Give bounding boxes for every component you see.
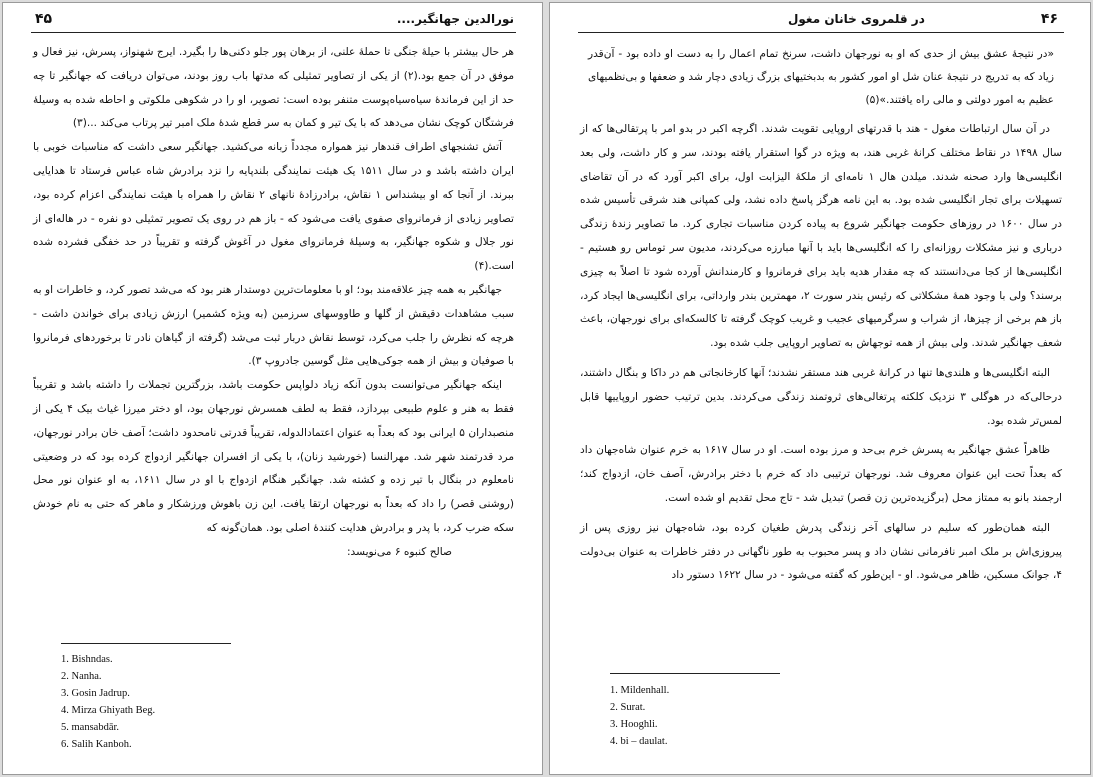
right-block-quote: «در نتیجهٔ عشق بیش از حدی که او به نورجهان داشت، سرنخ تمام اعمال را به دست او داده بود - آن‌قدر زیاد که به تدریج در نتیجهٔ عنان شل او امور کشور به بدبختیهای بزرگ زیادی دچار شد و ضعفها و بی‌نظمیهای عظیم به امور دولتی و مالی راه یافتند.»(۵) [588,48,1054,106]
footnote-item: 6. Salih Kanboh. [61,739,132,750]
footnote-item: 3. Hooghli. [610,719,658,730]
left-paragraph-3: جهانگیر به همه چیز علاقه‌مند بود؛ او با معلومات‌ترین دوستدار هنر بود که می‌شد تصور کرد، و خاطرات او به سبب مشاهدات دقیقش از گلها و طاووسهای سرزمین (به ویژه کشمیر) ارزش زیادی برای خواندن داشت - هرچه که نظرش را جلب می‌کرد، توسط نقاش دربار ثبت می‌شد (گرفته از گیاهان نادر تا برخوردهای فرمانروا با صوفیان و بیش از همه جوکی‌هایی مثل گوسین جادروپ ۳). [33,283,514,368]
footnote-item: 3. Gosin Jadrup. [61,688,130,699]
left-page-body [33,41,514,565]
right-paragraph-2: البته انگلیسی‌ها و هلندی‌ها تنها در کرانهٔ غربی هند مستقر نشدند؛ آنها کارخانجاتی هم در داکا و بنگال داشتند، درحالی‌که در هوگلی ۳ نزدیک کلکته پرتغالی‌های ثروتمند زندگی می‌کردند. بدین ترتیب حضور اروپاییها قابل لمس‌تر شده بود. [580,366,1062,427]
footnote-item: 2. Nanha. [61,671,102,682]
footnote-item: 5. mansabdār. [61,722,120,733]
footnote-item: 1. Mildenhall. [610,685,670,696]
left-page-number: ۴۵ [35,11,53,27]
left-footnotes [61,651,155,753]
footnote-item: 2. Surat. [610,702,646,713]
right-page [549,2,1091,775]
left-paragraph-2: آتش تشنجهای اطراف قندهار نیز همواره مجدداً زبانه می‌کشید. جهانگیر سعی داشت که مناسبات خوبی با ایران داشته باشد و در سال ۱۵۱۱ یک هیئت نمایندگی بلندپایه را نزد برادرش شاه عباس فرستاد تا هدایایی ببرند. از آنجا که او بیشنداس ۱ نقاش، برادرزادهٔ نانهای ۲ نقاش را همراه با هیئت نمایندگی اعزام کرده بود، تصاویر زیادی از فرمانروای صفوی یافت می‌شود که - باز هم در روی یک تصویر تمثیلی دو نفره - در هاله‌ای از نور جلال و شکوه جهانگیر، به وسیلهٔ فرمانروای مغول در آغوش گرفته و تقریباً در حد خفگی فشرده شده است.(۴) [33,141,515,273]
right-paragraph-4: البته همان‌طور که سلیم در سالهای آخر زندگی پدرش طغیان کرده بود، شاه‌جهان نیز روزی پس از پیروزی‌اش بر ملک امبر نافرمانی نشان داد و پسر محبوب به طور ناگهانی در دفتر خاطرات به عنوان بی‌دولت ۴، جوانک مسکین، ظاهر می‌شود. او - این‌طور که گفته می‌شود - در سال ۱۶۲۲ دستور داد [580,521,1062,582]
left-page-header [31,10,516,33]
right-page-number: ۴۶ [1040,11,1058,27]
left-page [2,2,543,775]
left-running-head: نورالدین جهانگیر.... [396,12,514,26]
left-paragraph-1: هر حال بیشتر با حیلهٔ جنگی تا حملهٔ علنی، از برهان پور جلو دکنی‌ها را بگیرد. ایرج شهنواز، پسرش، نیز فعال و موفق در آن جمع بود.(۲) از یکی از تصاویر تمثیلی که مدتها باب روز بودند، می‌توان دریافت که جهانگیر تا چه حد از این فرماندهٔ سیاه‌سیاه‌پوست متنفر بوده است: تصویر، او را در شکوهی ملکوتی و احاطه شده به وسیلهٔ فرشتگان کوچک نشان می‌دهد که با یک تیر و کمان به سر قطع شدهٔ ملک امبر تیر پرتاب می‌کند ...(۳) [33,46,515,130]
right-page-body [580,43,1062,588]
right-footnotes [610,682,669,750]
footnote-item: 1. Bishndas. [61,654,113,665]
left-paragraph-5: صالح کنبوه ۶ می‌نویسد: [346,545,452,558]
footnote-item: 4. Mirza Ghiyath Beg. [61,705,156,716]
left-footnote-rule [61,643,231,644]
footnote-item: 4. bi – daulat. [610,736,668,747]
right-page-header [578,10,1064,33]
left-paragraph-4: اینکه جهانگیر می‌توانست بدون آنکه زیاد دلواپس حکومت باشد، بزرگترین تجملات را داشته باشد و تقریباً فقط به هنر و علوم طبیعی بپردازد، فقط به لطف همسرش نورجهان بود، او دختر میرزا غیاث بیک ۴ یکی از منصبداران ۵ ایرانی بود که بعداً به عنوان اعتمادالدوله، تقریباً قدرتی نامحدود داشت؛ آصف خان برادر نورجهان، مرد قدرتمند شهر شد. مهرالنسا (خورشید زنان)، با یکی از افسران جهانگیر ازدواج کرده بود که در وضعیتی نامعلوم در بنگال با تیر زده و کشته شد. جهانگیر هنگام ازدواج با او در سال ۱۶۱۱، به او عنوان نور محل (روشنی قصر) را داد که بعداً به نورجهان ارتقا یافت. این زن باهوش ورزشکار و ماهر که حتی به نام خودش سکه ضرب کرد، با پدر و برادرش هدایت کنندهٔ اصلی بود. همان‌گونه که [33,379,514,534]
right-paragraph-1: در آن سال ارتباطات مغول - هند با قدرتهای اروپایی تقویت شدند. اگرچه اکبر در بدو امر با پرتقالی‌ها که از سال ۱۴۹۸ در نقاط مختلف کرانهٔ غربی هند، به ویژه در گوا استقرار یافته بودند، سر و کار داشت، ولی بعد انگلیسی‌ها وارد صحنه شدند. میلدن هال ۱ نامه‌ای از ملکهٔ الیزابت اول، برای اکبر آورد که در آن تقاضای تسهیلات برای تجار انگلیسی شده بود. به این نامه هرگز پاسخ داده نشد، ولی کمپانی هند شرقی تأسیس شده در سال ۱۶۰۰ در روزهای حکومت جهانگیر شروع به پیاده کردن مناسبات تجاری کرد. ما تصاویر زندهٔ زندگی درباری و نیز مشکلات روزانه‌ای را که انگلیسی‌ها باید با آنها مبارزه می‌کردند، مدیون سر توماس رو هستیم - انگلیسی‌ها از کجا می‌دانستند که چه مقدار هدیه باید برای فرمانروا و کارمندانش آورده شود تا اصلاً به چیزی برسند؟ ولی با وجود همهٔ مشکلاتی که رئیس بندر سورت ۲، مهمترین بندر وارداتی، برای انگلیسی‌ها ایجاد کرد، باز هم برخی از چیزها، از شراب و سرگرمیهای عجیب و غریب کوچک گرفته تا کالسکه‌ای برای نورجهان، باعث شعف جهانگیر شدند. ولی بیش از همه توجهاش به تصاویر اروپایی جلب شده بود. [580,123,1063,350]
right-footnote-rule [610,673,780,674]
right-running-head: در قلمروی خانان مغول [788,12,925,26]
right-paragraph-3: ظاهراً عشق جهانگیر به پسرش خرم بی‌حد و مرز بوده است. او در سال ۱۶۱۷ به خرم عنوان شاه‌جهان داد که بعداً تحت این عنوان معروف شد. نورجهان ترتیبی داد که خرم با دختر برادرش، آصف خان، ازدواج کند؛ ارجمند بانو به ممتاز محل (برگزیده‌ترین زن قصر) تبدیل شد - تاج محل تقدیم او شده است. [580,444,1062,504]
